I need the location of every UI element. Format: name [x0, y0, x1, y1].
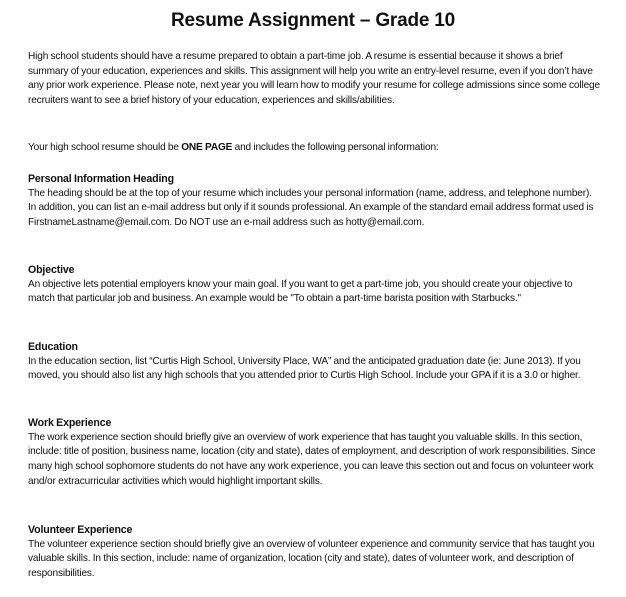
section-heading: Objective [28, 264, 75, 276]
section-work-experience [28, 416, 600, 490]
document-title: Resume Assignment – Grade 10 [170, 10, 456, 31]
intro-paragraph [28, 50, 600, 109]
section-body: In the education section, list “Curtis High School, University Place, WA” and the anticipated graduation date (ie: June 2013). If you moved, you should also list any high schools that you attended prior to Curtis High School. Include your GPA if it is a 3.0 or higher. [28, 355, 581, 382]
section-objective [28, 263, 600, 307]
one-page-paragraph [28, 141, 600, 156]
section-personal-information [28, 172, 600, 231]
section-volunteer-experience [28, 523, 600, 582]
section-body: The work experience section should briefly give an overview of work experience that has taught you valuable skills. In this section, include: title of position, business name, location (city and state), dates of employment, and description of work responsibilities. Since many high school sophomore students do not have any work experience, you can leave this section out and focus on volunteer work and/or extracurricular activities which would highlight important skills. [28, 431, 596, 487]
one-page-emphasis: ONE PAGE [181, 142, 233, 153]
section-heading: Personal Information Heading [28, 173, 174, 185]
one-page-text-after: and includes the following personal information: [232, 142, 439, 153]
section-heading: Education [28, 341, 78, 353]
section-heading: Volunteer Experience [28, 524, 133, 536]
section-body: The volunteer experience section should briefly give an overview of volunteer experience and community service that has taught you valuable skills. In this section, include: name of organization, location (city and state), dates of volunteer work, and description of responsibilities. [28, 538, 595, 580]
section-body: The heading should be at the top of your resume which includes your personal information (name, address, and telephone number). In addition, you can list an e-mail address but only if it sounds professional. An example of the standard email address format used is FirstnameLastname@email.com. Do NOT use an e-mail address such as hotty@email.com. [28, 187, 594, 229]
section-body: An objective lets potential employers know your main goal. If you want to get a part-time job, you should create your objective to match that particular job and business. An example would be "To obtain a part-time barista position with Starbucks." [28, 278, 573, 305]
intro-text: High school students should have a resume prepared to obtain a part-time job. A resume is essential because it shows a brief summary of your education, experiences and skills. This assignment will help you write an entry-level resume, even if you don’t have any prior work experience. Please note, next year you will learn how to modify your resume for college admissions since some college recruiters want to see a brief history of your education, experiences and skills/abilities. [28, 51, 600, 107]
section-education [28, 340, 600, 384]
section-heading: Work Experience [28, 417, 112, 429]
one-page-text-before: Your high school resume should be [28, 142, 182, 153]
